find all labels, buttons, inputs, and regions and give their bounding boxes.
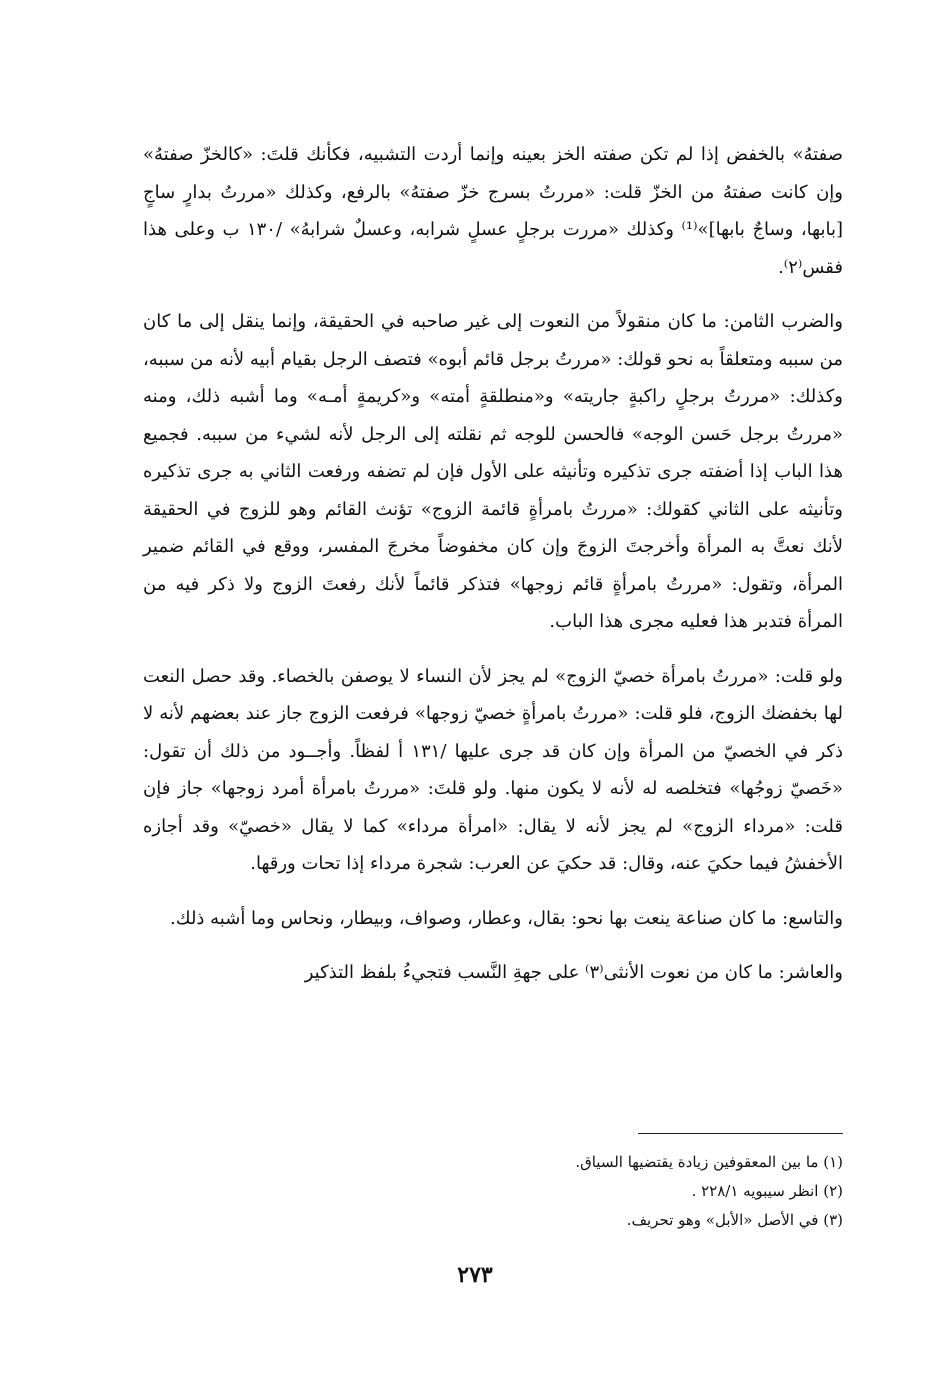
footnote-3: (٣) في الأصل «الأبل» وهو تحريف. [626, 1211, 843, 1229]
paragraph-3: ولو قلت: «مررتُ بامرأة خصيّ الزوج» لم يجز لأن النساء لا يوصفن بالخصاء. وقد حصل النعت لها بخفضك الزوج، فلو قلت: «مررتُ بامرأةٍ خصيّ زوجها» فرفعت الزوج جاز عند بعضهم لأنه لا ذكر في الخصيّ من المرأة وإن كان قد جرى عليها /١٣١ أ لفظاً. وأجــود من ذلك أن تقول: «خَصيّ زوجُها» فتخلصه له لأنه لا يكون منها. ولو قلتَ: «مررتُ بامرأة أمرد زوجها» جاز فإن قلت: «مرداء الزوج» لم يجز لأنه لا يقال: «امرأة مرداء» كما لا يقال «خصيّ» وقد أجازه الأخفشُ فيما حكيَ عنه، وقال: قد حكيَ عن العرب: شجرة مرداء إذا تحات ورقها. [143, 665, 843, 874]
paragraph-4: والتاسع: ما كان صناعة ينعت بها نحو: بقال، وعطار، وصواف، وبيطار، ونحاس وما أشبه ذلك. [170, 907, 843, 929]
footnotes [143, 1148, 843, 1235]
page-number: ٢٧٣ [457, 1262, 493, 1288]
footnote-2: (٢) انظر سيبويه ٢٢٨/١ . [691, 1182, 843, 1200]
footnote-1: (١) ما بين المعقوفين زيادة يقتضيها السياق. [575, 1153, 843, 1171]
paragraph-1: صفتهُ» بالخفض إذا لم تكن صفته الخز بعينه وإنما أردت التشبيه، فكأنك قلتَ: «كالخزّ صفتهُ» وإن كانت صفتهُ من الخزّ قلت: «مررتُ بسرج خزّ صفتهُ» بالرفع، وكذلك «مررتُ بدارٍ ساجٍ [بابها، وساجٌ بابها]»⁽¹⁾ وكذلك «مررت برجلٍ عسلٍ شرابه، وعسلٌ شرابهُ» /١٣٠ ب وعلى هذا فقس⁽٢⁾. [143, 144, 843, 278]
footnote-divider [638, 1133, 843, 1134]
main-text [143, 136, 843, 1009]
paragraph-5: والعاشر: ما كان من نعوت الأنثى⁽٣⁾ على جهةِ النَّسب فتجيءُ بلفظ التذكير [304, 962, 843, 983]
paragraph-2: والضرب الثامن: ما كان منقولاً من النعوت إلى غير صاحبه في الحقيقة، وإنما ينقل إلى ما كان من سببه ومتعلقاً به نحو قولك: «مررتُ برجل قائم أبوه» فتصف الرجل بقيام أبيه لأنه من سببه، وكذلك: «مررتُ برجلٍ راكبةٍ جاريته» و«منطلقةٍ أمته» و«كريمةٍ أمـه» وما أشبه ذلك، ومنه «مررتُ برجل حَسن الوجه» فالحسن للوجه ثم نقلته إلى الرجل لأنه لشيء من سببه. فجميع هذا الباب إذا أضفته جرى تذكيره وتأنيثه على الأول فإن لم تضفه ورفعت الثاني به جرى تذكيره وتأنيثه على الثاني كقولك: «مررتُ بامرأةٍ قائمة الزوج» تؤنث القائم وهو للزوج في الحقيقة لأنك نعتَّ به المرأة وأخرجتَ الزوجَ وإن كان مخفوضاً مخرجَ المفسر، ووقع في القائم ضمير المرأة، وتقول: «مررتُ بامرأةٍ قائم زوجها» فتذكر قائماً لأنك رفعتَ الزوج ولا ذكر فيه من المرأة فتدبر هذا فعليه مجرى هذا الباب. [143, 311, 843, 632]
